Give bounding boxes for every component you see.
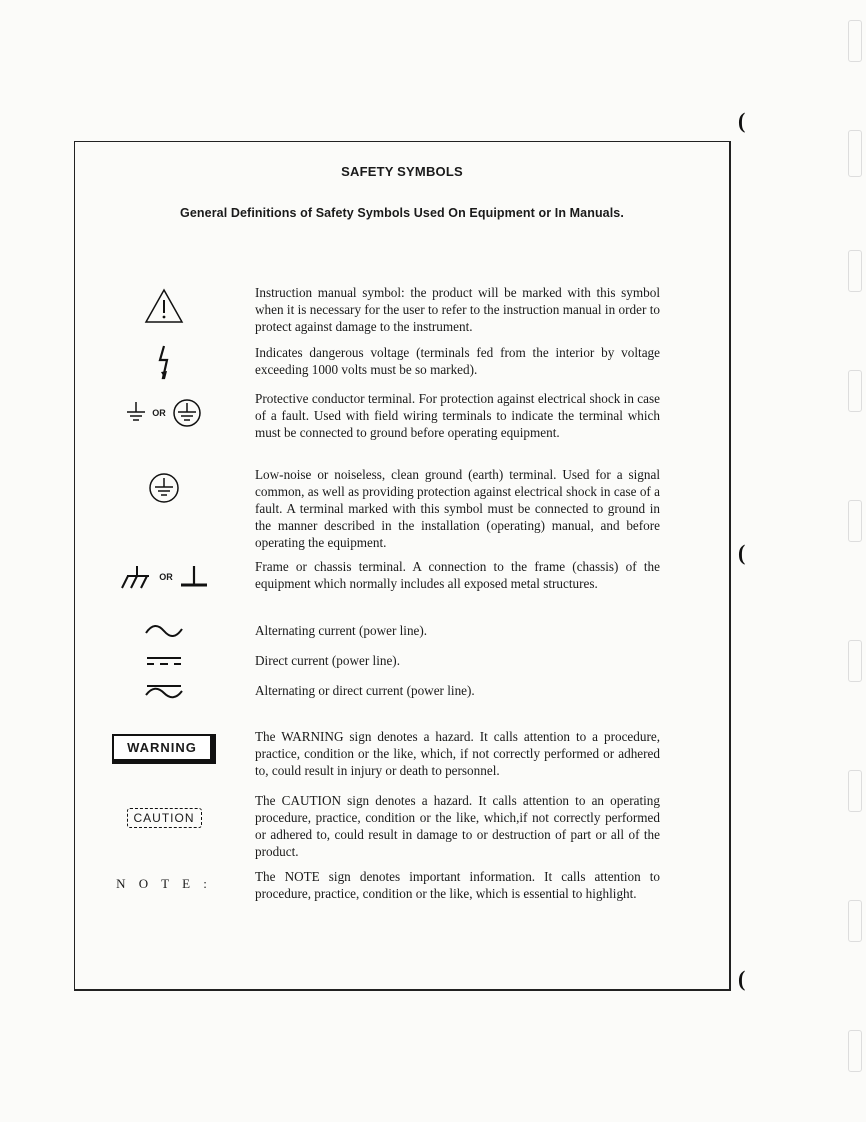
alternating-current-icon [144, 624, 184, 638]
entry-text: Low-noise or noiseless, clean ground (earth) terminal. Used for a signal common, as well as providing protection against electrical shock in case of a fault. A terminal marked with this symbol must be connected to ground in the manner described in the installation (operating) manual, and before operating the equipment. [255, 467, 660, 550]
direct-current-icon [144, 654, 184, 668]
warning-triangle-icon [144, 288, 184, 324]
caution-sign: CAUTION [127, 808, 202, 828]
chassis-ground-icon [119, 564, 153, 590]
page-subtitle: General Definitions of Safety Symbols Used On Equipment or In Manuals. [180, 206, 624, 220]
frame-terminal-icon [179, 564, 209, 590]
entry-text: Indicates dangerous voltage (terminals fed from the interior by voltage exceeding 1000 volts must be so marked). [255, 345, 660, 377]
entry-text: Frame or chassis terminal. A connection to the frame (chassis) of the equipment which normally includes all exposed metal structures. [255, 559, 660, 591]
scan-edge-strip [848, 250, 862, 292]
entry-text: The CAUTION sign denotes a hazard. It calls attention to an operating procedure, practice, condition or the like, which,if not correctly performed or adhered to, could result in damage to or destruction of part or all of the product. [255, 793, 660, 859]
ac-dc-icon [144, 683, 184, 699]
clean-ground-icon [148, 472, 180, 504]
earth-ground-icon [126, 402, 146, 424]
or-label: OR [152, 408, 166, 418]
margin-mark: ( [738, 966, 746, 991]
entry-text: Alternating or direct current (power line). [255, 683, 475, 698]
scan-edge-strip [848, 900, 862, 942]
page-title: SAFETY SYMBOLS [341, 164, 463, 179]
margin-mark: ( [738, 540, 746, 565]
entry-text: The NOTE sign denotes important information. It calls attention to procedure, practice, condition or the like, which is essential to highlight. [255, 869, 660, 901]
warning-sign: WARNING [112, 734, 216, 764]
or-label: OR [159, 572, 173, 582]
scan-edge-strip [848, 640, 862, 682]
safety-symbols-frame [74, 141, 731, 991]
entry-text: Alternating current (power line). [255, 623, 428, 638]
lightning-bolt-icon [154, 344, 174, 380]
scan-edge-strip [848, 1030, 862, 1072]
scan-edge-strip [848, 20, 862, 62]
scan-edge-strip [848, 130, 862, 177]
entry-text: The WARNING sign denotes a hazard. It calls attention to a procedure, practice, condition or the like, which, if not correctly performed or adhered to, could result in injury or death to personnel. [255, 729, 660, 778]
entry-text: Instruction manual symbol: the product will be marked with this symbol when it is necessary for the user to refer to the instruction manual in order to protect against damage to the instrument. [255, 285, 660, 334]
entry-text: Protective conductor terminal. For protection against electrical shock in case of a fault. Used with field wiring terminals to indicate the terminal which must be connected to ground before operating equipment. [255, 391, 660, 440]
margin-mark: ( [738, 108, 746, 133]
scan-edge-strip [848, 370, 862, 412]
entry-text: Direct current (power line). [255, 653, 400, 668]
scan-edge-strip [848, 500, 862, 542]
protective-ground-icon [172, 398, 202, 428]
scan-edge-strip [848, 770, 862, 812]
note-label: N O T E : [116, 876, 212, 891]
